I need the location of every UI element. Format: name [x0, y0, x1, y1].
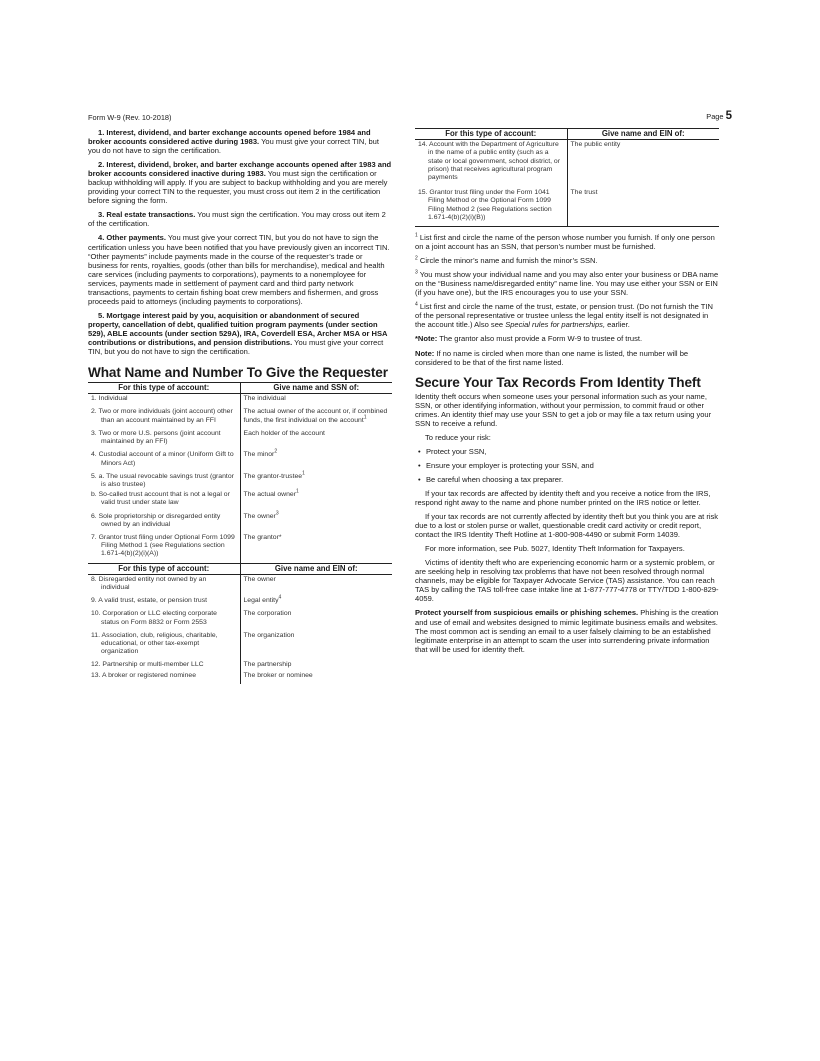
identity-p1: Identity theft occurs when someone uses your personal information such as your name, SSN, or other identifying information, without your permission, to commit fraud or other crimes. An identity thief may use your SSN to get a job or may file a tax return using your SSN to receive a refund. — [415, 391, 712, 428]
identity-p3: If your tax records are affected by identity theft and you receive a notice from the IRS, respond right away to the name and phone number printed on the IRS notice or letter. — [415, 488, 711, 508]
account-type: 1. Individual — [91, 395, 128, 403]
ssn-table — [88, 382, 392, 562]
p5-bold: 5. Mortgage interest paid by you, acquisition or abandonment of secured property, cancellation of debt, qualified tuition program payments (under section 529), ABLE accounts (under section 529A), IRA, Coverdell ESA, Archer MSA or HSA contributions or distributions, and pension distributions. — [88, 310, 388, 347]
table-row — [88, 631, 392, 661]
table-row — [88, 574, 392, 596]
table-row — [88, 490, 392, 511]
table-row — [88, 533, 392, 563]
footnote-4-end: earlier. — [605, 320, 630, 330]
account-type: 2. Two or more individuals (joint account) other than an account maintained by an FFI — [91, 408, 233, 424]
footnote-ref: 2 — [274, 449, 278, 456]
paragraph-4 — [88, 233, 392, 305]
p2-bold: 2. Interest, dividend, broker, and barter exchange accounts opened after 1983 and broker accounts considered inactive during 1983. — [88, 160, 392, 179]
note-grantor — [415, 334, 719, 343]
give-name: The trust — [570, 189, 598, 197]
footnote-2: $^2$ Circle the minor’s name and furnish the minor’s SSN. — [415, 255, 598, 266]
paragraph-3 — [88, 210, 392, 228]
table-row — [88, 450, 392, 471]
give-name: The minor — [243, 451, 275, 459]
footnote-3-text: You must show your individual name and you may also enter your business or DBA name on the “Business name/disregarded entity” name line. You may use either your SSN or EIN (if you have one), but the IRS encourages you to use your SSN. — [415, 270, 719, 298]
footnote-3: $^3$ You must show your individual name and you may also enter your business or DBA name on the “Business name/disregarded entity” name line. You may use either your SSN or EIN (if you have one), but the IRS encourages you to use your SSN. — [415, 269, 719, 298]
table-row — [415, 140, 719, 189]
account-type: 14. Account with the Department of Agriculture in the name of a public entity (such as a state or local government, school district, or prison) that receives agricultural program payments — [418, 141, 560, 182]
give-name: The actual owner of the account or, if combined funds, the first individual on the account — [243, 408, 388, 424]
paragraph-5 — [88, 311, 392, 356]
ssn-table-header-account: For this type of account: — [88, 383, 240, 394]
account-type: 8. Disregarded entity not owned by an individual — [91, 575, 207, 591]
p2-text: You must sign the certification or backup withholding will apply. If you are subject to backup withholding and you are merely providing your correct TIN to the requester, you must cross out item 2 in the certification before signing the form. — [88, 169, 388, 206]
table-row — [88, 407, 392, 428]
identity-p7 — [415, 608, 719, 653]
give-name: The individual — [243, 395, 286, 403]
paragraph-1 — [88, 128, 392, 155]
account-type: 12. Partnership or multi-member LLC — [91, 661, 204, 669]
give-name: The corporation — [243, 610, 292, 618]
footnote-ref: 3 — [275, 510, 279, 517]
footnote-4-text: List first and circle the name of the trust, estate, or pension trust. (Do not furnish the TIN of the personal representative or trustee unless the legal entity itself is not designated in the account title.) Also see — [415, 302, 713, 330]
account-type: b. So-called trust account that is not a legal or valid trust under state law — [91, 491, 230, 507]
page-number — [706, 110, 732, 122]
form-identifier: Form W-9 (Rev. 10-2018) — [88, 113, 172, 122]
identity-p2: To reduce your risk: — [425, 432, 491, 442]
p4-text: You must give your correct TIN, but you do not have to sign the certification unless you have been notified that you have previously given an incorrect TIN. “Other payments” include payments made in the course of the requester’s trade or business for rents, royalties, goods (other than bills for merchandise), medical and health care services (including payments to corporations), payments to a nonemployee for services, payments made in settlement of payment card and third party network transactions, payments to certain fishing boat crew members and fishermen, and gross proceeds paid to attorneys (including payments to corporations). — [88, 233, 390, 306]
p1-text: You must give your correct TIN, but you do not have to sign the certification. — [88, 137, 379, 156]
note-circled — [415, 349, 719, 367]
give-name: The owner — [243, 512, 276, 520]
footnote-ref: 1 — [296, 488, 299, 495]
footnote-4-italic: Special rules for partnerships, — [505, 320, 606, 330]
ein-cont-header-account: For this type of account: — [415, 129, 567, 140]
table-row — [88, 671, 392, 684]
footnote-ref: 1 — [302, 470, 305, 477]
ein-table-header-name: Give name and EIN of: — [240, 563, 392, 574]
account-type: 6. Sole proprietorship or disregarded entity owned by an individual — [91, 512, 221, 528]
table-row — [88, 609, 392, 630]
paragraph-2 — [88, 160, 392, 205]
p1-bold: 1. Interest, dividend, and barter exchange accounts opened before 1984 and broker accounts considered active during 1983. — [88, 128, 371, 147]
give-name: Legal entity — [243, 597, 279, 605]
account-type: 15. Grantor trust filing under the Form 1041 Filing Method or the Optional Form 1099 Filing Method 2 (see Regulations section 1.671-4(b)(2)(i)(B)) — [418, 189, 552, 221]
table-row — [88, 472, 392, 490]
note-circled-label: Note: — [415, 348, 435, 358]
account-type: 13. A broker or registered nominee — [91, 671, 196, 679]
give-name: Each holder of the account — [243, 429, 325, 437]
table-row — [88, 394, 392, 408]
give-name: The partnership — [243, 661, 292, 669]
give-name: The actual owner — [243, 491, 296, 499]
table-row — [88, 660, 392, 670]
bullet-text: Be careful when choosing a tax preparer. — [426, 474, 564, 484]
footnote-1: $^1$ List first and circle the name of the person whose number you furnish. If only one person on a joint account has an SSN, that person’s number must be furnished. — [415, 232, 715, 252]
give-name: The public entity — [570, 141, 621, 149]
p4-bold: 4. Other payments. — [98, 233, 166, 243]
bullet-text: Ensure your employer is protecting your SSN, and — [426, 460, 594, 470]
phishing-text: Phishing is the creation and use of email and websites designed to mimic legitimate business emails and websites. The most common act is sending an email to a user falsely claiming to be an established legitimate enterprise in an attempt to scam the user into surrendering private information that will be used for identity theft. — [415, 608, 719, 654]
ssn-table-header-name: Give name and SSN of: — [240, 383, 392, 394]
footnotes — [415, 233, 719, 367]
give-name: The owner — [243, 575, 276, 583]
account-type: 10. Corporation or LLC electing corporate status on Form 8832 or Form 2553 — [91, 610, 217, 626]
section-heading-identity-theft: Secure Your Tax Records From Identity Theft — [415, 374, 701, 390]
page-num: 5 — [725, 110, 732, 122]
right-column — [415, 128, 719, 659]
ein-table-continued — [415, 128, 719, 227]
account-type: 4. Custodial account of a minor (Uniform Gift to Minors Act) — [91, 451, 234, 467]
p5-text: You must give your correct TIN, but you do not have to sign the certification. — [88, 337, 384, 357]
footnote-2-text: Circle the minor’s name and furnish the minor’s SSN. — [419, 256, 598, 266]
account-type: 11. Association, club, religious, charitable, educational, or other tax-exempt organization — [91, 631, 218, 656]
ein-table-header-account: For this type of account: — [88, 563, 240, 574]
p3-text: You must sign the certification. You may cross out item 2 of the certification. — [88, 210, 386, 229]
identity-p4: If your tax records are not currently affected by identity theft but you think you are at risk due to a lost or stolen purse or wallet, questionable credit card activity or credit report, contact the IRS Identity Theft Hotline at 1-800-908-4490 or submit Form 14039. — [415, 512, 719, 540]
account-type: 3. Two or more U.S. persons (joint account maintained by an FFI) — [91, 429, 221, 446]
account-type: 9. A valid trust, estate, or pension trust — [91, 597, 208, 605]
give-name: The broker or nominee — [243, 671, 313, 679]
bullet-item: • Protect your SSN, — [418, 446, 487, 456]
phishing-bold: Protect yourself from suspicious emails or phishing schemes. — [415, 608, 639, 618]
footnote-ref: 4 — [278, 594, 282, 601]
footnote-1-text: List first and circle the name of the person whose number you furnish. If only one person on a joint account has an SSN, that person’s number must be furnished. — [415, 233, 715, 252]
page-label: Page — [706, 112, 724, 121]
bullet-item: • Be careful when choosing a tax preparer. — [418, 474, 564, 484]
account-type: 7. Grantor trust filing under Optional Form 1099 Filing Method 1 (see Regulations section 1.671-4(b)(2)(i)(A)) — [91, 533, 235, 558]
note-circled-text: If no name is circled when more than one name is listed, the number will be considered to be that of the first name listed. — [415, 348, 689, 367]
ein-cont-header-name: Give name and EIN of: — [567, 129, 719, 140]
table-row — [415, 188, 719, 226]
note-grantor-label: *Note: — [415, 334, 438, 344]
bullet-text: Protect your SSN, — [426, 446, 487, 456]
give-name: The grantor* — [243, 533, 282, 541]
left-column — [88, 128, 392, 684]
table-row — [88, 429, 392, 450]
give-name: The grantor-trustee — [243, 472, 303, 480]
ein-table — [88, 563, 392, 684]
section-heading-requester: What Name and Number To Give the Requester — [88, 365, 388, 381]
identity-p6: Victims of identity theft who are experiencing economic harm or a systemic problem, or are seeking help in resolving tax problems that have not been resolved through normal channels, may be eligible for Taxpayer Advocate Service (TAS) assistance. You can reach TAS by calling the TAS toll-free case intake line at 1-877-777-4778 or TTY/TDD 1-800-829-4059. — [415, 558, 719, 604]
table-row — [88, 596, 392, 609]
identity-p5: For more information, see Pub. 5027, Identity Theft Information for Taxpayers. — [425, 544, 685, 554]
give-name: The organization — [243, 631, 295, 639]
p3-bold: 3. Real estate transactions. — [98, 210, 196, 220]
footnote-4: $^4$ List first and circle the name of the trust, estate, or pension trust. (Do not furnish the TIN of the personal representative or trustee unless the legal entity itself is not designated in the account title.) Also see Special rules for partnerships, earlier. — [415, 301, 713, 330]
footnote-ref: 1 — [363, 414, 367, 421]
note-grantor-text: The grantor also must provide a Form W-9 to trustee of trust. — [437, 334, 643, 344]
table-row — [88, 512, 392, 533]
account-type: 5. a. The usual revocable savings trust (grantor is also trustee) — [91, 472, 234, 488]
bullet-item: • Ensure your employer is protecting your SSN, and — [418, 460, 594, 470]
